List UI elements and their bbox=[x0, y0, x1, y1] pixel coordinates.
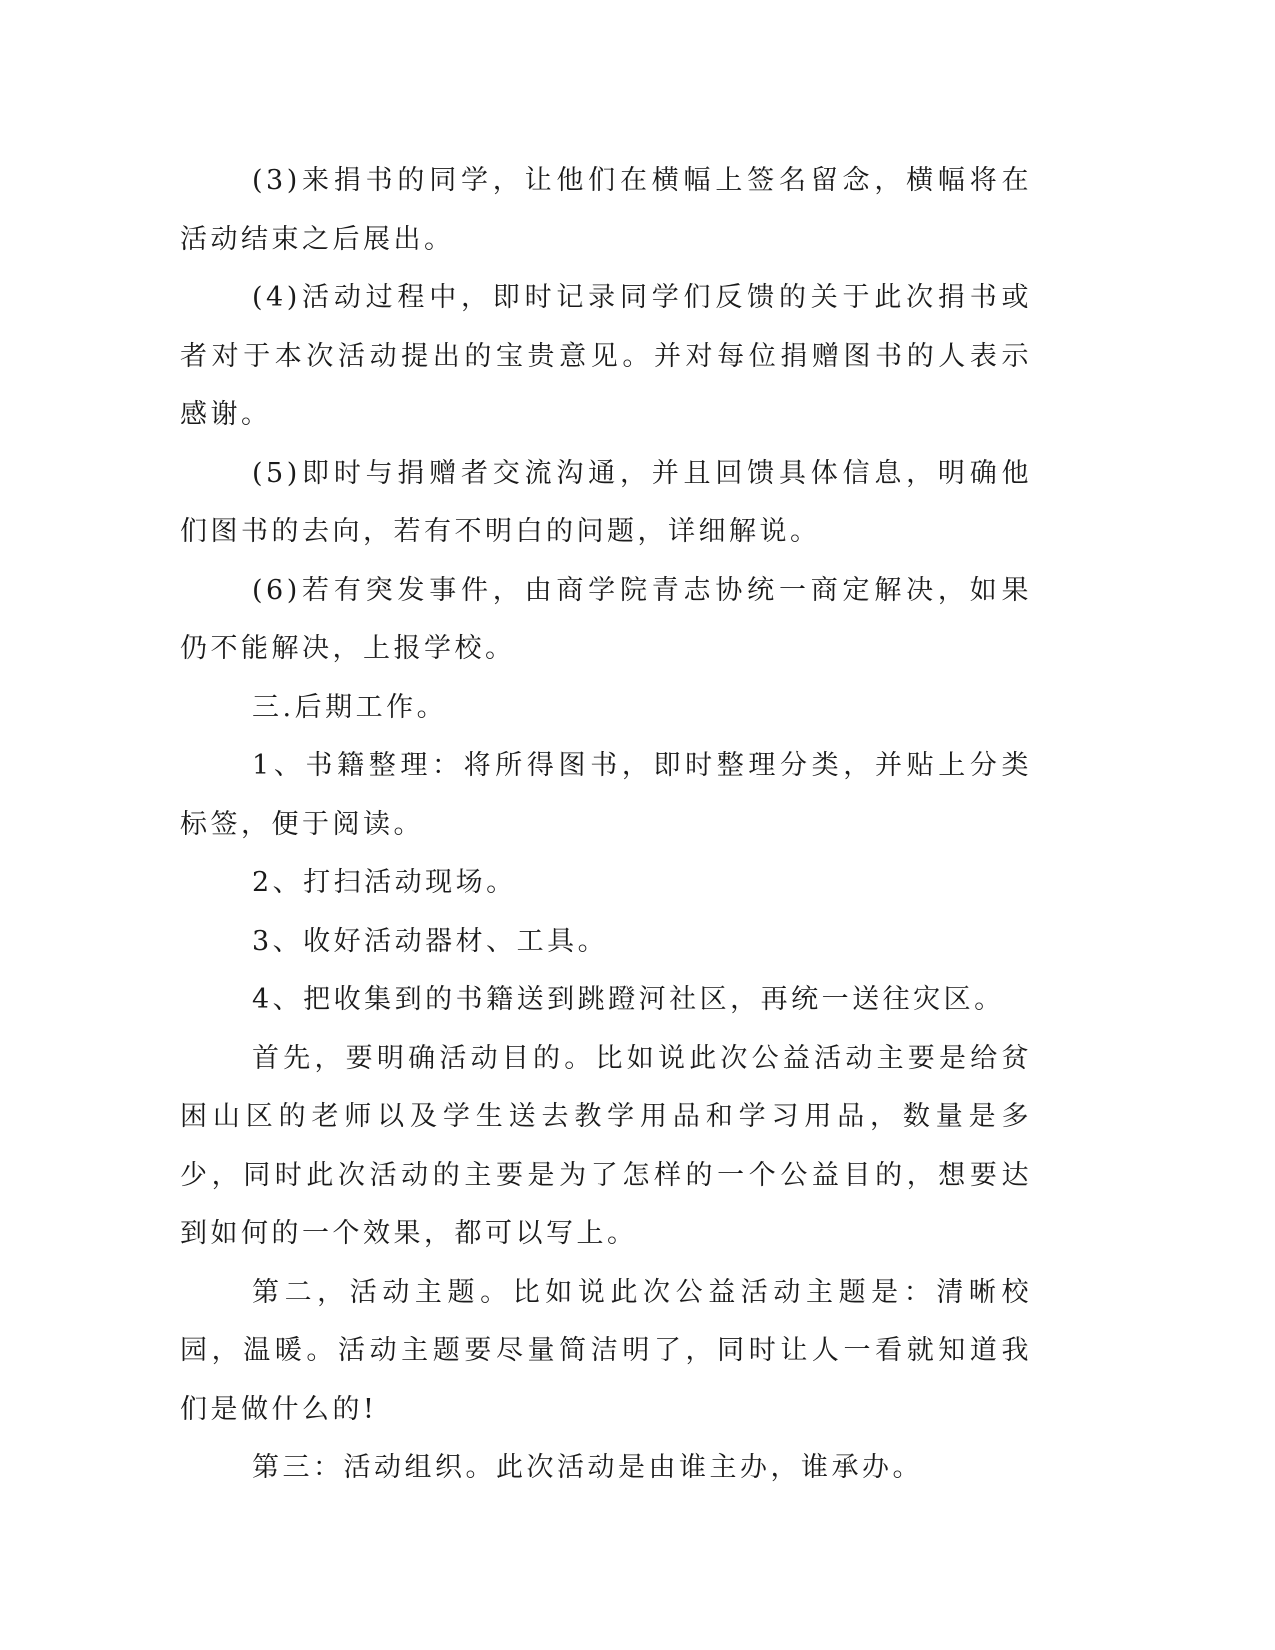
document-body bbox=[180, 152, 1032, 1498]
list-item-book-sorting: 1、书籍整理：将所得图书，即时整理分类，并贴上分类标签，便于阅读。 bbox=[180, 750, 1032, 840]
list-item-equipment: 3、收好活动器材、工具。 bbox=[252, 925, 609, 957]
list-item-cleanup: 2、打扫活动现场。 bbox=[252, 867, 517, 898]
paragraph-item-5: (5)即时与捐赠者交流沟通，并且回馈具体信息，明确他们图书的去向，若有不明白的问题，详细解说。 bbox=[180, 457, 1032, 547]
paragraph-item-6: (6)若有突发事件，由商学院青志协统一商定解决，如果仍不能解决，上报学校。 bbox=[180, 574, 1032, 664]
list-item-delivery: 4、把收集到的书籍送到跳蹬河社区，再统一送往灾区。 bbox=[252, 984, 1005, 1015]
paragraph-purpose: 首先，要明确活动目的。比如说此次公益活动主要是给贫困山区的老师以及学生送去教学用品和学习用品，数量是多少，同时此次活动的主要是为了怎样的一个公益目的，想要达到如何的一个效果，都可以写上。 bbox=[180, 1042, 1032, 1249]
section-heading-later-work: 三.后期工作。 bbox=[252, 691, 448, 723]
paragraph-theme: 第二，活动主题。比如说此次公益活动主题是：清晰校园，温暖。活动主题要尽量简洁明了，同时让人一看就知道我们是做什么的! bbox=[180, 1276, 1032, 1425]
paragraph-item-4: (4)活动过程中，即时记录同学们反馈的关于此次捐书或者对于本次活动提出的宝贵意见。并对每位捐赠图书的人表示感谢。 bbox=[180, 282, 1032, 430]
paragraph-organization: 第三：活动组织。此次活动是由谁主办，谁承办。 bbox=[252, 1452, 923, 1483]
paragraph-item-3: (3)来捐书的同学，让他们在横幅上签名留念，横幅将在活动结束之后展出。 bbox=[180, 165, 1032, 255]
